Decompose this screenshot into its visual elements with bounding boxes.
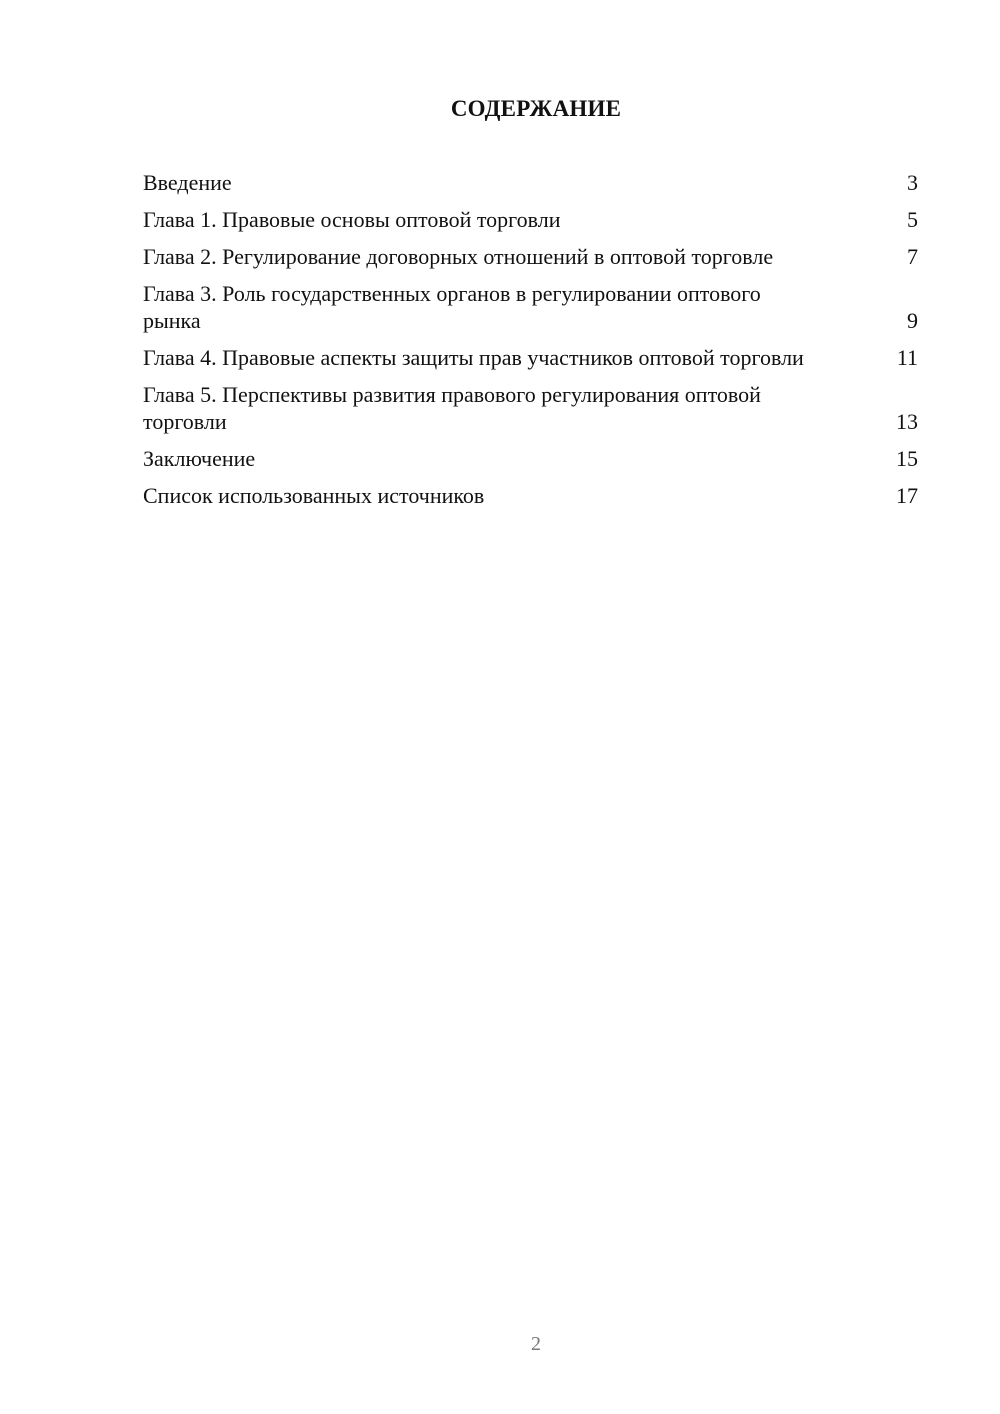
toc-entry-text: Список использованных источников bbox=[143, 483, 485, 508]
toc-entry-page: 9 bbox=[907, 308, 918, 333]
toc-entry-chapter-3 bbox=[143, 280, 918, 334]
toc-entry-page: 13 bbox=[896, 409, 918, 434]
toc-entry-text: Глава 3. Роль государственных органов в регулировании оптового рынка bbox=[143, 281, 761, 333]
toc-entry-references bbox=[143, 482, 918, 509]
toc-entry-introduction bbox=[143, 169, 918, 196]
page-title: СОДЕРЖАНИЕ bbox=[450, 96, 622, 121]
toc-entry-text: Глава 4. Правовые аспекты защиты прав участников оптовой торговли bbox=[143, 345, 804, 370]
toc-entry-page: 3 bbox=[907, 170, 918, 195]
toc-entry-chapter-2 bbox=[143, 243, 918, 270]
toc-entry-page: 17 bbox=[896, 483, 918, 508]
toc-entry-text: Глава 2. Регулирование договорных отношений в оптовой торговле bbox=[143, 244, 774, 269]
page-number: 2 bbox=[531, 1333, 541, 1355]
toc-entry-page: 15 bbox=[896, 446, 918, 471]
toc-entry-text: Глава 1. Правовые основы оптовой торговли bbox=[143, 207, 561, 232]
toc-entry-chapter-5 bbox=[143, 381, 918, 435]
toc-entry-page: 7 bbox=[907, 244, 918, 269]
toc-entry-text: Введение bbox=[143, 170, 232, 195]
toc-entry-text: Глава 5. Перспективы развития правового регулирования оптовой торговли bbox=[143, 382, 761, 434]
toc-entry-chapter-1 bbox=[143, 206, 918, 233]
toc-entry-conclusion bbox=[143, 445, 918, 472]
toc-entry-page: 11 bbox=[896, 345, 918, 370]
toc-entry-chapter-4 bbox=[143, 344, 918, 371]
toc-entry-text: Заключение bbox=[143, 446, 256, 471]
table-of-contents bbox=[143, 169, 918, 519]
toc-entry-page: 5 bbox=[907, 207, 918, 232]
